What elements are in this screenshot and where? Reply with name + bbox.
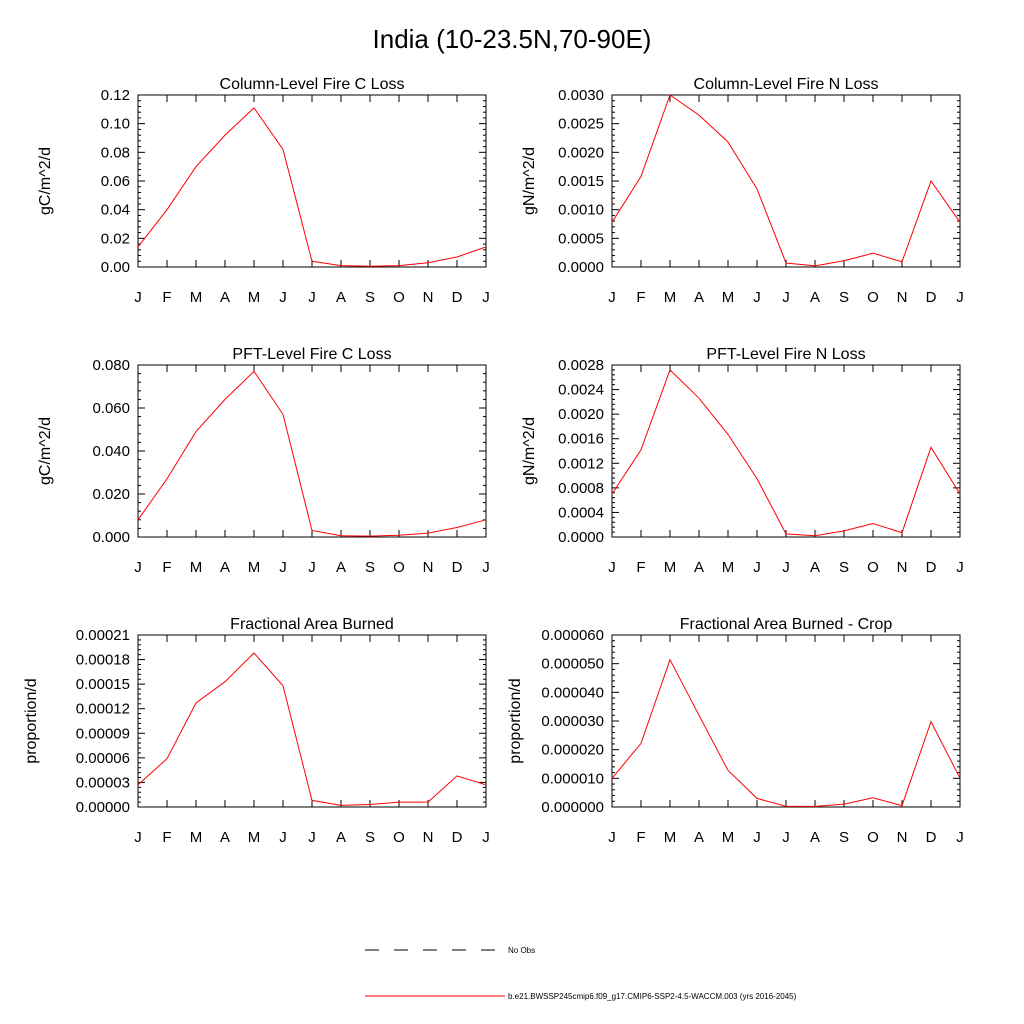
chart-3-series-line xyxy=(138,371,486,536)
chart-3 xyxy=(37,346,490,576)
chart-5-xtick-label: O xyxy=(393,829,405,846)
chart-1-ytick-label: 0.06 xyxy=(100,173,130,190)
chart-1-xtick-label: M xyxy=(189,289,203,306)
chart-1-xtick-label: F xyxy=(162,289,172,306)
chart-2-title: Column-Level Fire N Loss xyxy=(693,76,879,93)
chart-2-ytick-label: 0.0020 xyxy=(558,144,604,162)
chart-3-xtick-label: J xyxy=(279,559,287,576)
chart-4-xtick-label: D xyxy=(925,559,937,576)
chart-1-ytick-label: 0.08 xyxy=(100,144,130,162)
chart-6-ytick-label: 0.000020 xyxy=(541,741,604,759)
chart-4-ytick-label: 0.0012 xyxy=(558,455,604,473)
chart-1-ytick-label: 0.12 xyxy=(100,87,130,104)
chart-1-xtick-label: D xyxy=(451,289,463,306)
chart-1-ylabel: gC/m^2/d xyxy=(37,147,54,215)
chart-5 xyxy=(23,616,490,846)
chart-6-title: Fractional Area Burned - Crop xyxy=(679,616,893,633)
chart-3-xtick-label: J xyxy=(482,559,490,576)
chart-2-xtick-label: S xyxy=(838,289,850,306)
chart-2-ytick-label: 0.0005 xyxy=(558,230,604,248)
chart-5-xtick-label: A xyxy=(335,829,347,846)
chart-2-ytick-label: 0.0015 xyxy=(558,173,604,190)
chart-6-xtick-label: J xyxy=(753,829,761,846)
chart-1 xyxy=(37,76,490,306)
chart-4-xtick-label: A xyxy=(693,559,705,576)
chart-6-xtick-label: M xyxy=(721,829,735,846)
chart-2-xtick-label: M xyxy=(663,289,677,306)
chart-5-frame xyxy=(138,635,486,807)
chart-3-ytick-label: 0.060 xyxy=(92,400,130,417)
chart-3-ytick-label: 0.080 xyxy=(92,357,130,374)
chart-3-xtick-label: D xyxy=(451,559,463,576)
chart-1-xtick-label: A xyxy=(219,289,231,306)
chart-2-xtick-label: M xyxy=(721,289,735,306)
chart-4-xtick-label: F xyxy=(636,559,646,576)
chart-3-xtick-label: J xyxy=(134,559,142,576)
chart-3-xtick-label: J xyxy=(308,559,316,576)
chart-3-ytick-label: 0.020 xyxy=(92,486,130,503)
chart-1-xtick-label: O xyxy=(393,289,405,306)
chart-5-xtick-label: D xyxy=(451,829,463,846)
chart-1-title: Column-Level Fire C Loss xyxy=(219,76,405,93)
chart-5-xtick-label: A xyxy=(219,829,231,846)
chart-6-ytick-label: 0.000030 xyxy=(541,713,604,730)
chart-1-ytick-label: 0.02 xyxy=(100,230,130,248)
chart-5-xtick-label: S xyxy=(364,829,376,846)
chart-3-ytick-label: 0.040 xyxy=(92,443,130,460)
chart-4-xtick-label: J xyxy=(956,559,964,576)
chart-6-xtick-label: D xyxy=(925,829,937,846)
chart-2-frame xyxy=(612,95,960,267)
chart-4-xtick-label: M xyxy=(663,559,677,576)
chart-1-ytick-label: 0.10 xyxy=(100,115,130,133)
chart-5-ylabel: proportion/d xyxy=(23,678,40,764)
chart-1-xtick-label: J xyxy=(308,289,316,306)
chart-5-title: Fractional Area Burned xyxy=(230,616,394,633)
chart-6-xtick-label: J xyxy=(608,829,616,846)
chart-2-xtick-label: A xyxy=(809,289,821,306)
chart-2-xtick-label: N xyxy=(896,289,908,306)
chart-1-xtick-label: J xyxy=(482,289,490,306)
chart-4-ytick-label: 0.0028 xyxy=(558,357,604,374)
chart-5-ytick-label: 0.00021 xyxy=(75,627,130,644)
chart-4 xyxy=(521,346,964,576)
chart-3-title: PFT-Level Fire C Loss xyxy=(232,346,392,363)
chart-4-xtick-label: O xyxy=(867,559,879,576)
chart-4-ytick-label: 0.0004 xyxy=(558,504,604,522)
chart-4-ytick-label: 0.0016 xyxy=(558,430,604,448)
chart-4-xtick-label: S xyxy=(838,559,850,576)
chart-1-xtick-label: S xyxy=(364,289,376,306)
chart-3-xtick-label: A xyxy=(219,559,231,576)
chart-6-xtick-label: A xyxy=(809,829,821,846)
chart-2-ytick-label: 0.0000 xyxy=(558,259,604,276)
legend xyxy=(365,946,797,1001)
chart-5-xtick-label: J xyxy=(308,829,316,846)
chart-5-xtick-label: M xyxy=(189,829,203,846)
chart-2-ytick-label: 0.0030 xyxy=(558,87,604,104)
chart-1-xtick-label: M xyxy=(247,289,261,306)
chart-5-ytick-label: 0.00018 xyxy=(75,651,130,669)
chart-2-ytick-label: 0.0025 xyxy=(558,115,604,133)
chart-5-xtick-label: M xyxy=(247,829,261,846)
chart-6-xtick-label: J xyxy=(956,829,964,846)
chart-5-ytick-label: 0.00006 xyxy=(75,749,130,767)
chart-4-frame xyxy=(612,365,960,537)
chart-2-xtick-label: O xyxy=(867,289,879,306)
legend-label-model: b.e21.BWSSP245cmip6.f09_g17.CMIP6-SSP2-4.5-WACCM.003 (yrs 2016-2045) xyxy=(508,992,797,1001)
chart-5-xtick-label: N xyxy=(422,829,434,846)
chart-6-ytick-label: 0.000010 xyxy=(541,770,604,788)
chart-4-ytick-label: 0.0008 xyxy=(558,479,604,497)
chart-5-series-line xyxy=(138,653,486,805)
chart-2-xtick-label: A xyxy=(693,289,705,306)
chart-6-ylabel: proportion/d xyxy=(507,678,524,764)
chart-6 xyxy=(507,616,964,846)
chart-5-ytick-label: 0.00012 xyxy=(75,700,130,718)
chart-2-xtick-label: J xyxy=(753,289,761,306)
chart-2-ytick-label: 0.0010 xyxy=(558,201,604,219)
chart-1-xtick-label: J xyxy=(134,289,142,306)
chart-4-title: PFT-Level Fire N Loss xyxy=(706,346,866,363)
chart-4-xtick-label: N xyxy=(896,559,908,576)
chart-2-xtick-label: F xyxy=(636,289,646,306)
chart-3-xtick-label: F xyxy=(162,559,172,576)
chart-5-xtick-label: J xyxy=(134,829,142,846)
chart-1-series-line xyxy=(138,108,486,266)
chart-4-ytick-label: 0.0000 xyxy=(558,529,604,546)
chart-6-frame xyxy=(612,635,960,807)
chart-6-xtick-label: S xyxy=(838,829,850,846)
chart-2 xyxy=(521,76,964,306)
chart-2-ylabel: gN/m^2/d xyxy=(521,147,538,215)
chart-3-ylabel: gC/m^2/d xyxy=(37,417,54,485)
chart-1-ytick-label: 0.04 xyxy=(100,201,130,219)
chart-3-xtick-label: N xyxy=(422,559,434,576)
chart-4-ytick-label: 0.0020 xyxy=(558,406,604,424)
chart-6-xtick-label: F xyxy=(636,829,646,846)
chart-4-ytick-label: 0.0024 xyxy=(558,381,604,399)
chart-4-ylabel: gN/m^2/d xyxy=(521,417,538,485)
chart-2-xtick-label: J xyxy=(782,289,790,306)
legend-label-no-obs: No Obs xyxy=(508,946,536,955)
chart-5-ytick-label: 0.00009 xyxy=(75,725,130,743)
chart-5-xtick-label: F xyxy=(162,829,172,846)
chart-4-series-line xyxy=(612,370,960,536)
chart-6-ytick-label: 0.000000 xyxy=(541,799,604,816)
chart-3-xtick-label: M xyxy=(189,559,203,576)
chart-1-frame xyxy=(138,95,486,267)
chart-2-xtick-label: D xyxy=(925,289,937,306)
chart-4-xtick-label: J xyxy=(608,559,616,576)
chart-2-series-line xyxy=(612,95,960,266)
chart-3-xtick-label: A xyxy=(335,559,347,576)
chart-1-xtick-label: J xyxy=(279,289,287,306)
chart-4-xtick-label: J xyxy=(782,559,790,576)
chart-3-xtick-label: O xyxy=(393,559,405,576)
chart-5-ytick-label: 0.00003 xyxy=(75,774,130,792)
chart-5-xtick-label: J xyxy=(482,829,490,846)
chart-6-ytick-label: 0.000050 xyxy=(541,655,604,673)
chart-6-xtick-label: N xyxy=(896,829,908,846)
chart-3-ytick-label: 0.000 xyxy=(92,529,130,546)
chart-6-ytick-label: 0.000040 xyxy=(541,684,604,702)
chart-6-xtick-label: M xyxy=(663,829,677,846)
panels xyxy=(23,76,964,846)
chart-6-series-line xyxy=(612,660,960,807)
chart-5-ytick-label: 0.00000 xyxy=(75,799,130,816)
chart-6-xtick-label: A xyxy=(693,829,705,846)
chart-3-xtick-label: S xyxy=(364,559,376,576)
chart-1-xtick-label: N xyxy=(422,289,434,306)
chart-5-ytick-label: 0.00015 xyxy=(75,676,130,694)
figure-title: India (10-23.5N,70-90E) xyxy=(372,24,652,54)
chart-6-xtick-label: J xyxy=(782,829,790,846)
chart-2-xtick-label: J xyxy=(956,289,964,306)
chart-5-xtick-label: J xyxy=(279,829,287,846)
chart-6-xtick-label: O xyxy=(867,829,879,846)
chart-3-frame xyxy=(138,365,486,537)
chart-1-ytick-label: 0.00 xyxy=(100,259,130,276)
chart-4-xtick-label: J xyxy=(753,559,761,576)
chart-4-xtick-label: A xyxy=(809,559,821,576)
chart-4-xtick-label: M xyxy=(721,559,735,576)
chart-3-xtick-label: M xyxy=(247,559,261,576)
chart-6-ytick-label: 0.000060 xyxy=(541,627,604,644)
chart-1-xtick-label: A xyxy=(335,289,347,306)
chart-2-xtick-label: J xyxy=(608,289,616,306)
